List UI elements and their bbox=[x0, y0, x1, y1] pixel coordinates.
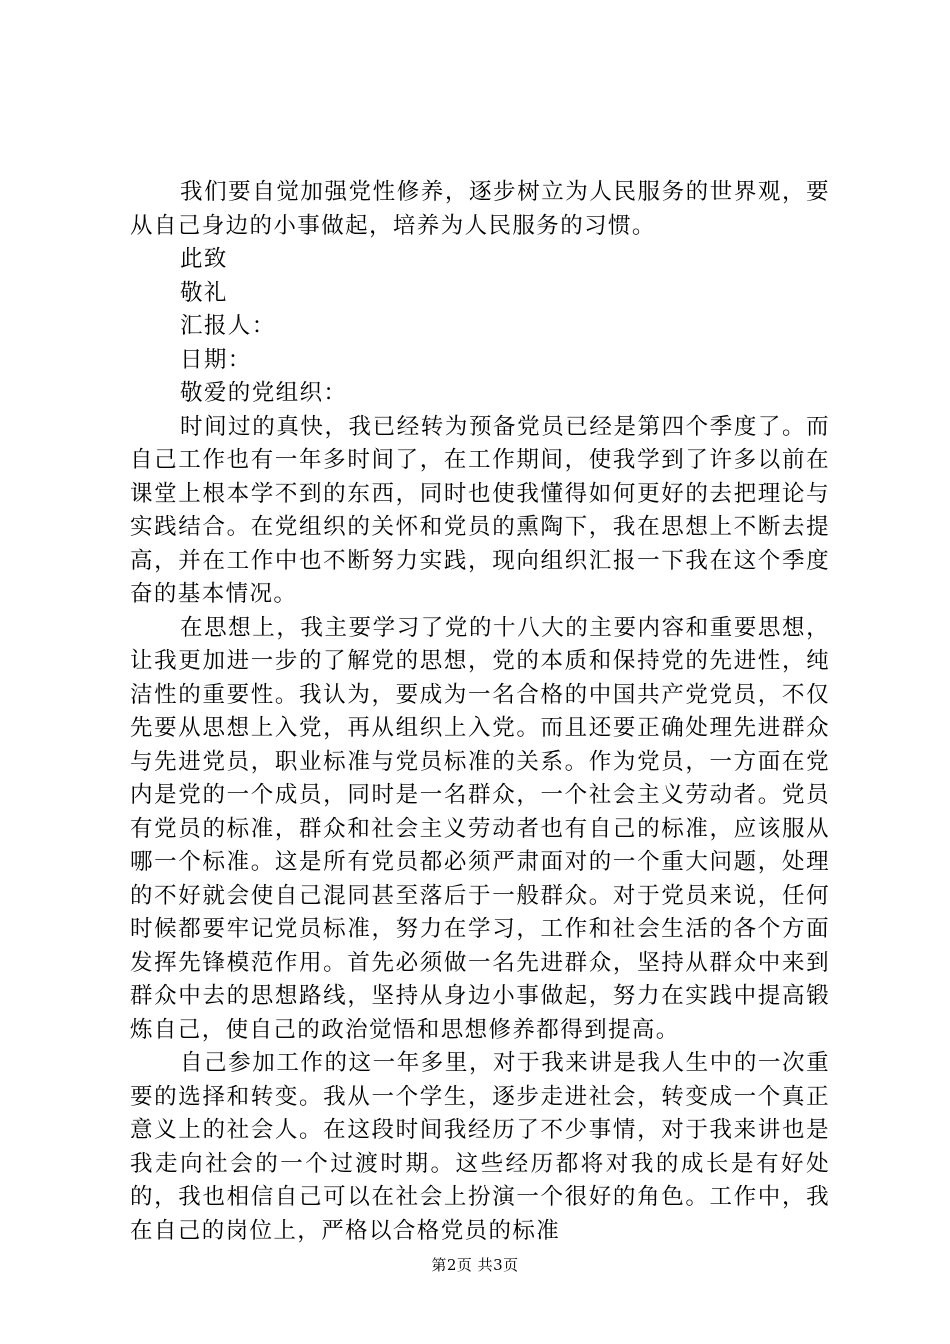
paragraph-ideology: 在思想上，我主要学习了党的十八大的主要内容和重要思想，让我更加进一步的了解党的思想，党的本质和保持党的先进性，纯洁性的重要性。我认为，要成为一名合格的中国共产党党员，不仅先要从思想上入党，再从组织上入党。而且还要正确处理先进群众与先进党员，职业标准与党员标准的关系。作为党员，一方面在党内是党的一个成员，同时是一名群众，一个社会主义劳动者。党员有党员的标准，群众和社会主义劳动者也有自己的标准，应该服从哪一个标准。这是所有党员都必须严肃面对的一个重大问题，处理的不好就会使自己混同甚至落后于一般群众。对于党员来说，任何时候都要牢记党员标准，努力在学习，工作和社会生活的各个方面发挥先锋模范作用。首先必须做一名先进群众，坚持从群众中来到群众中去的思想路线，坚持从身边小事做起，努力在实践中提高锻炼自己，使自己的政治觉悟和思想修养都得到提高。 bbox=[130, 614, 830, 1043]
date-label: 日期： bbox=[180, 346, 252, 373]
salutation-cizhi: 此致 bbox=[180, 246, 228, 272]
paragraph-closing-remark: 我们要自觉加强党性修养，逐步树立为人民服务的世界观，要从自己身边的小事做起，培养为人民服务的习惯。 bbox=[130, 179, 830, 239]
greeting: 敬爱的党组织： bbox=[180, 380, 348, 406]
paragraph-intro: 时间过的真快，我已经转为预备党员已经是第四个季度了。而自己工作也有一年多时间了，在工作期间，使我学到了许多以前在课堂上根本学不到的东西，同时也使我懂得如何更好的去把理论与实践结合。在党组织的关怀和党员的熏陶下，我在思想上不断去提高，并在工作中也不断努力实践，现向组织汇报一下我在这个季度奋的基本情况。 bbox=[130, 413, 830, 607]
paragraph-work: 自己参加工作的这一年多里，对于我来讲是我人生中的一次重要的选择和转变。我从一个学生，逐步走进社会，转变成一个真正意义上的社会人。在这段时间我经历了不少事情，对于我来讲也是我走向社会的一个过渡时期。这些经历都将对我的成长是有好处的，我也相信自己可以在社会上扮演一个很好的角色。工作中，我在自己的岗位上，严格以合格党员的标准 bbox=[130, 1050, 830, 1244]
page-number: 第2页 共3页 bbox=[431, 1256, 519, 1274]
document-body bbox=[130, 176, 830, 1248]
reporter-label: 汇报人： bbox=[180, 313, 276, 339]
salutation-jingli: 敬礼 bbox=[180, 279, 228, 306]
